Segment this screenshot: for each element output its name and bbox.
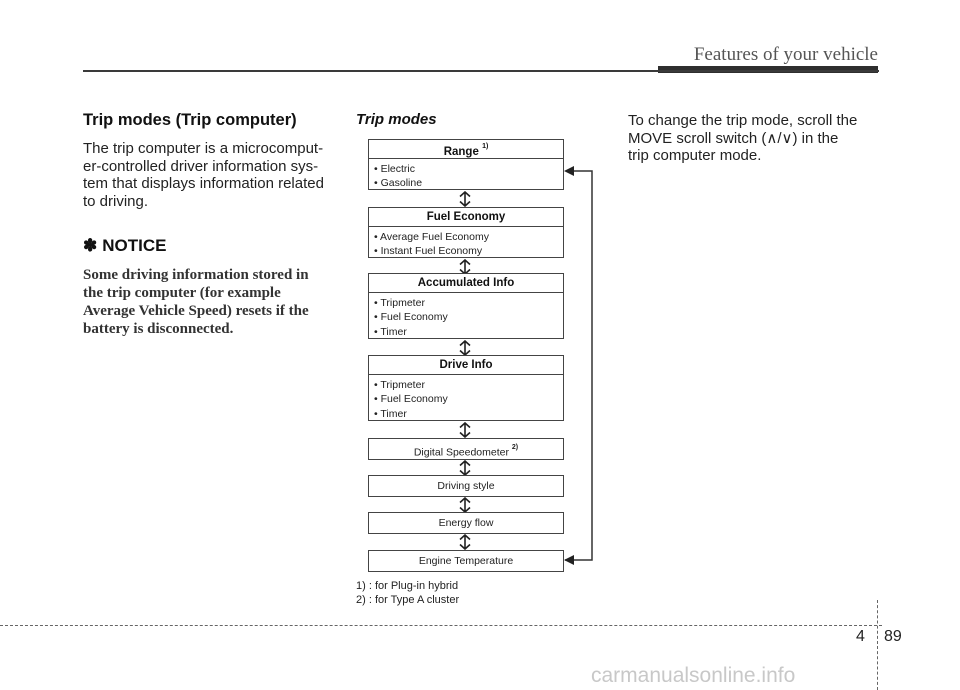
- diagram-title: Trip modes: [356, 111, 437, 128]
- footer-rule: [0, 625, 882, 626]
- page-number-divider: [877, 600, 878, 690]
- fuel-economy-items: [369, 227, 563, 259]
- footnote: 2) : for Type A cluster: [356, 594, 460, 606]
- list-item: • Timer: [374, 407, 407, 420]
- energy-flow-label: Energy flow: [438, 517, 494, 529]
- drive-info-box: [368, 355, 564, 421]
- notice-line: Some driving information stored in: [83, 267, 309, 283]
- digital-speedometer-text: Digital Speedometer: [413, 446, 509, 459]
- page-number: 89: [884, 628, 902, 645]
- up-down-arrow-icon: [458, 497, 472, 513]
- fuel-economy-title: Fuel Economy: [369, 208, 563, 227]
- notice-line: Average Vehicle Speed) resets if the: [83, 303, 309, 319]
- list-item: • Fuel Economy: [374, 393, 448, 406]
- intro-line: er-controlled driver information sys-: [83, 157, 319, 175]
- digital-speedometer-label: [369, 439, 563, 460]
- engine-temperature-box: [368, 550, 564, 572]
- footnote: 1) : for Plug-in hybrid: [356, 580, 459, 592]
- list-item: • Electric: [374, 163, 416, 175]
- notice-heading: [83, 236, 335, 256]
- list-item: • Instant Fuel Economy: [374, 245, 483, 258]
- footnote-marker: 2): [511, 444, 519, 451]
- intro-line: tem that displays information related: [83, 175, 324, 192]
- range-items: [369, 159, 563, 191]
- watermark-text: carmanualsonline.info: [591, 664, 796, 687]
- right-paragraph: [628, 112, 878, 165]
- notice-line: the trip computer (for example: [83, 285, 281, 301]
- intro-paragraph: [83, 140, 335, 210]
- footnotes: [356, 579, 459, 607]
- list-item: • Fuel Economy: [374, 311, 448, 324]
- list-item: • Average Fuel Economy: [374, 231, 489, 243]
- header-rule: [83, 70, 879, 72]
- driving-style-box: [368, 475, 564, 497]
- up-down-arrow-icon: [458, 191, 472, 207]
- list-item: • Tripmeter: [374, 297, 425, 309]
- intro-line: to driving.: [83, 192, 149, 210]
- section-title: Trip modes (Trip computer): [83, 111, 297, 129]
- up-down-arrow-icon: [458, 534, 472, 550]
- drive-info-items: [369, 375, 563, 421]
- notice-title: NOTICE: [102, 236, 167, 255]
- energy-flow-box: [368, 512, 564, 534]
- range-box-title: [369, 140, 563, 159]
- list-item: • Timer: [374, 325, 407, 338]
- range-title: Range: [443, 145, 479, 158]
- right-line: MOVE scroll switch (∧/∨) in the: [628, 129, 839, 147]
- notice-icon: ✽: [83, 236, 98, 255]
- accumulated-info-box: [368, 273, 564, 339]
- digital-speedometer-box: [368, 438, 564, 460]
- driving-style-label: Driving style: [437, 480, 495, 492]
- left-column: [83, 111, 335, 353]
- footnote-marker: 1): [482, 143, 489, 150]
- drive-info-title: Drive Info: [369, 356, 563, 375]
- header-title: Features of your vehicle: [693, 44, 878, 65]
- fuel-economy-box: [368, 207, 564, 258]
- up-down-arrow-icon: [458, 340, 472, 356]
- engine-temperature-label: Engine Temperature: [418, 555, 514, 567]
- right-line: To change the trip mode, scroll the: [628, 112, 858, 129]
- intro-line: The trip computer is a microcomput-: [83, 140, 324, 157]
- up-down-arrow-icon: [458, 460, 472, 476]
- notice-paragraph: [83, 266, 335, 338]
- chapter-number: 4: [856, 628, 865, 645]
- accumulated-info-title: Accumulated Info: [369, 274, 563, 293]
- up-down-arrow-icon: [458, 422, 472, 438]
- right-line: trip computer mode.: [628, 147, 762, 164]
- range-box: [368, 139, 564, 190]
- accumulated-info-items: [369, 293, 563, 339]
- notice-line: battery is disconnected.: [83, 321, 234, 337]
- list-item: • Tripmeter: [374, 379, 425, 391]
- list-item: • Gasoline: [374, 177, 423, 190]
- return-loop-arrow: [560, 160, 600, 570]
